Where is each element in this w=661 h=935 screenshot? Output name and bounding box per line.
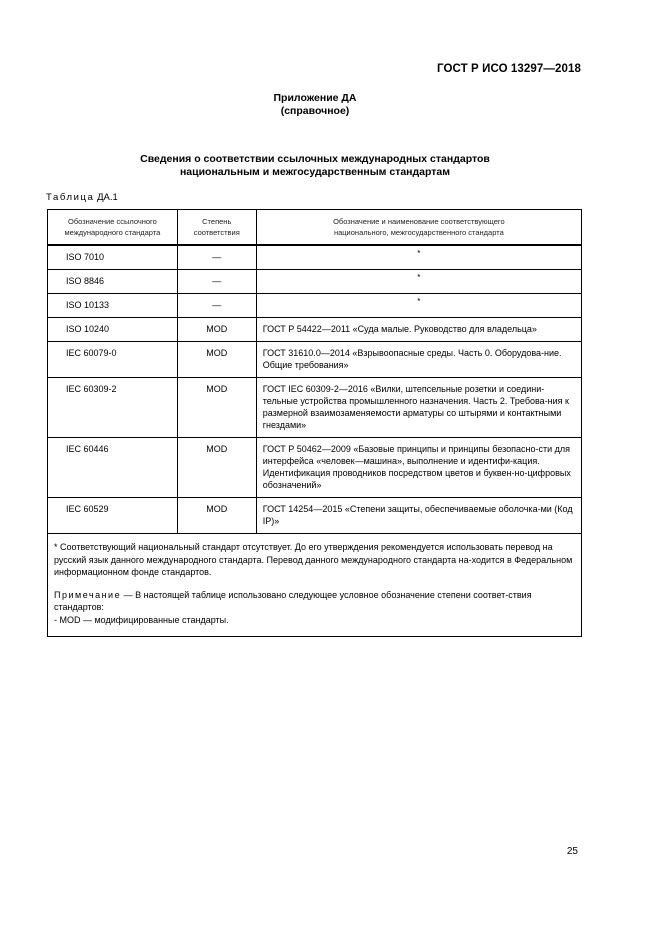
- degree-cell: MOD: [177, 498, 256, 534]
- document-code: ГОСТ Р ИСО 13297—2018: [436, 63, 581, 75]
- correspondence-table: [47, 209, 582, 637]
- intl-standard-cell: IEC 60309-2: [48, 378, 178, 438]
- table-row: [48, 342, 582, 378]
- table-header-row: [48, 210, 582, 246]
- national-standard-cell: ГОСТ Р 50462—2009 «Базовые принципы и принципы безопасно-сти для интерфейса «человек—машина», выполнение и идентифи-кация. Идентификация проводников посредством цветов и буквен-но-цифровых обозначений»: [256, 438, 581, 498]
- table-row: [48, 498, 582, 534]
- degree-cell: —: [177, 270, 256, 294]
- section-title: [0, 153, 630, 179]
- table-row: [48, 378, 582, 438]
- intl-standard-cell: ISO 10133: [48, 294, 178, 318]
- note-text: — В настоящей таблице использовано следующее условное обозначение степени соответ-ствия стандартов:: [54, 589, 532, 612]
- footnote-text: * Соответствующий национальный стандарт отсутствует. До его утверждения рекомендуется использовать перевод на русский язык данного международного стандарта. Перевод данного международного стандарта на-ходится в Федеральном информационном фонде стандартов.: [54, 542, 573, 577]
- header-national-standard: Обозначение и наименование соответствующего национального, межгосударственного стандарта: [256, 210, 581, 246]
- table-row: [48, 294, 582, 318]
- intl-standard-cell: IEC 60529: [48, 498, 178, 534]
- national-standard-cell: ГОСТ IEC 60309-2—2016 «Вилки, штепсельные розетки и соедини-тельные устройства промышленного назначения. Часть 2. Требова-ния к размерной взаимозаменяемости арматуры со штырями и контактными гнездами»: [256, 378, 581, 438]
- degree-cell: MOD: [177, 318, 256, 342]
- note-item: - MOD — модифицированные стандарты.: [54, 614, 229, 625]
- national-standard-cell: ГОСТ 31610.0—2014 «Взрывоопасные среды. Часть 0. Оборудова-ние. Общие требования»: [256, 342, 581, 378]
- intl-standard-cell: ISO 7010: [48, 245, 178, 270]
- annex-subtitle: (справочное): [280, 105, 350, 117]
- national-standard-cell: *: [256, 294, 581, 318]
- header-intl-standard: Обозначение ссылочного международного стандарта: [48, 210, 178, 246]
- national-standard-cell: ГОСТ 14254—2015 «Степени защиты, обеспечиваемые оболочка-ми (Код IP)»: [256, 498, 581, 534]
- table-footer-row: [48, 534, 582, 637]
- table-row: [48, 245, 582, 270]
- table-row: [48, 318, 582, 342]
- degree-cell: MOD: [177, 378, 256, 438]
- national-standard-cell: ГОСТ Р 54422—2011 «Суда малые. Руководство для владельца»: [256, 318, 581, 342]
- table-label-number: ДА.1: [97, 192, 118, 203]
- page-number: 25: [566, 846, 578, 857]
- note-block: [54, 589, 575, 627]
- header-degree: Степень соответствия: [177, 210, 256, 246]
- degree-cell: MOD: [177, 342, 256, 378]
- annex-title: Приложение ДА: [273, 92, 357, 104]
- table-label-word: Таблица: [46, 192, 95, 203]
- section-title-line1: Сведения о соответствии ссылочных международных стандартов: [140, 153, 490, 165]
- intl-standard-cell: ISO 10240: [48, 318, 178, 342]
- national-standard-cell: *: [256, 245, 581, 270]
- table-label: [46, 192, 118, 203]
- note-label: Примечание: [54, 589, 122, 600]
- annex-heading: [0, 92, 630, 118]
- degree-cell: —: [177, 294, 256, 318]
- intl-standard-cell: IEC 60446: [48, 438, 178, 498]
- table-row: [48, 270, 582, 294]
- section-title-line2: национальным и межгосударственным стандартам: [179, 166, 451, 178]
- table-footer: [48, 534, 582, 637]
- intl-standard-cell: ISO 8846: [48, 270, 178, 294]
- table-row: [48, 438, 582, 498]
- national-standard-cell: *: [256, 270, 581, 294]
- degree-cell: —: [177, 245, 256, 270]
- degree-cell: MOD: [177, 438, 256, 498]
- intl-standard-cell: IEC 60079-0: [48, 342, 178, 378]
